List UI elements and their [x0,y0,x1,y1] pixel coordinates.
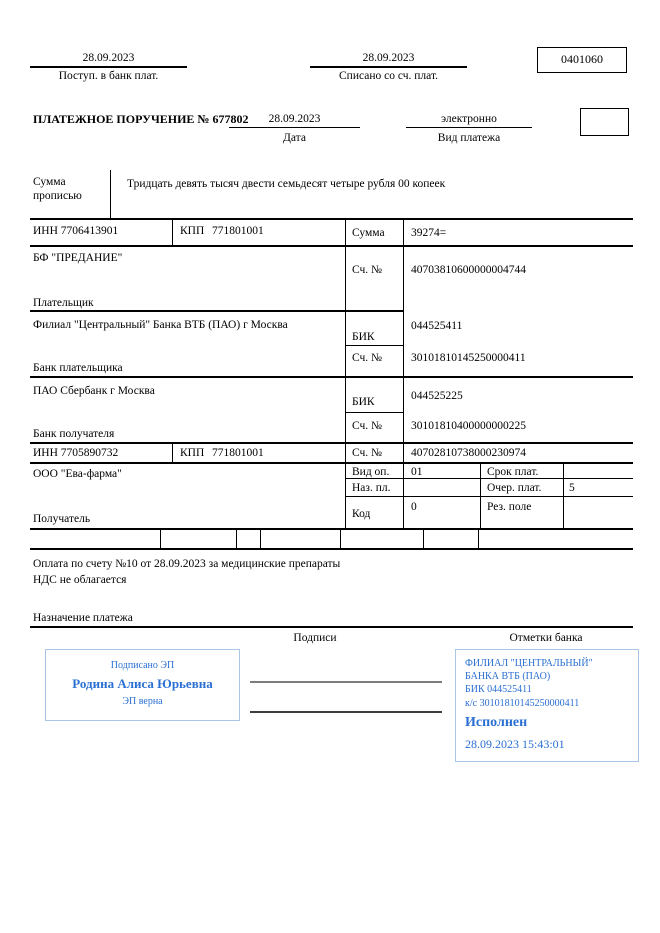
form-code-box [537,47,627,73]
payer-kpp: 771801001 [212,225,264,237]
pay-term-label: Срок плат. [487,466,539,478]
divider [30,218,633,220]
document-title: ПЛАТЕЖНОЕ ПОРУЧЕНИЕ № 677802 [33,112,249,126]
payment-kind-label: Вид платежа [437,132,501,144]
payment-kind-value: электронно [441,113,497,125]
op-type-value: 01 [411,466,423,478]
divider [260,528,261,548]
payee-bank-account: 30101810400000000225 [411,420,526,432]
payee-bank-account-label: Сч. № [352,420,383,432]
payee-kpp-label: КПП [180,447,205,459]
divider [30,376,633,378]
divider [229,127,360,128]
signature-line-1 [250,681,442,683]
bank-stamp [455,649,639,762]
divider [345,412,403,413]
divider [172,218,173,245]
divider [110,170,111,218]
status-code-box [580,108,629,136]
divider [345,345,403,346]
payer-bank-bik-label: БИК [352,331,375,343]
divider [345,218,346,528]
payer-inn: ИНН 7706413901 [33,225,119,237]
priority-value: 5 [569,482,575,494]
date-label: Дата [283,132,306,144]
sum-label: Сумма [352,227,385,239]
divider [172,442,173,462]
amount-in-words-label: Сумма прописью [33,176,82,203]
divider [30,626,633,628]
payer-name: БФ "ПРЕДАНИЕ" [33,252,123,264]
form-code: 0401060 [561,52,603,66]
bank-stamp-corr-account: к/с 30101810145250000411 [465,698,580,709]
divider [423,528,424,548]
divider [30,245,633,247]
bank-stamp-bik: БИК 044525411 [465,684,532,695]
divider [345,478,633,479]
divider [310,66,467,68]
payer-account: 40703810600000004744 [411,264,526,276]
esign-signed-label: Подписано ЭП [110,660,175,671]
divider [30,310,403,312]
code-label: Код [352,508,371,520]
received-label: Поступ. в банк плат. [58,70,159,82]
divider [30,548,633,550]
payer-bank-name: Филиал "Центральный" Банка ВТБ (ПАО) г Москва [33,319,288,331]
divider [30,66,187,68]
payer-account-label: Сч. № [352,264,383,276]
divider [403,218,404,528]
divider [406,127,532,128]
payer-kpp-label: КПП [180,225,205,237]
payee-bank-name: ПАО Сбербанк г Москва [33,385,155,397]
bank-stamp-status: Исполнен [465,715,528,730]
divider [30,442,633,444]
divider [563,462,564,528]
payee-bank-bik: 044525225 [411,390,463,402]
op-type-label: Вид оп. [352,466,390,478]
esign-valid-label: ЭП верна [122,696,163,707]
code-value: 0 [411,501,417,513]
payer-bank-bik: 044525411 [411,320,463,332]
payee-inn: ИНН 7705890732 [33,447,119,459]
purpose-line1: Оплата по счету №10 от 28.09.2023 за медицинские препараты [33,558,341,570]
sum-value: 39274= [411,227,447,239]
esign-stamp [45,649,240,721]
divider [160,528,161,548]
payer-bank-account-label: Сч. № [352,352,383,364]
divider [345,496,633,497]
purpose-line2: НДС не облагается [33,574,127,586]
payee-bank-label: Банк получателя [33,428,115,440]
payee-account: 40702810738000230974 [411,447,526,459]
debited-label: Списано со сч. плат. [339,70,438,82]
signatures-header: Подписи [293,632,337,644]
payee-bank-bik-label: БИК [352,396,375,408]
divider [480,462,481,528]
divider [30,462,633,464]
document-date: 28.09.2023 [268,113,321,125]
payee-label: Получатель [33,513,91,525]
esign-signer-name: Родина Алиса Юрьевна [72,676,213,691]
divider [478,528,479,548]
divider [340,528,341,548]
payee-name: ООО "Ева-фарма" [33,468,122,480]
reserve-field-label: Рез. поле [487,501,532,513]
payee-kpp: 771801001 [212,447,264,459]
received-date: 28.09.2023 [82,52,135,64]
bank-stamp-bank-name: ФИЛИАЛ "ЦЕНТРАЛЬНЫЙ" БАНКА ВТБ (ПАО) [465,658,593,682]
bank-marks-header: Отметки банка [509,632,583,644]
payer-label: Плательщик [33,297,94,309]
divider [236,528,237,548]
payee-account-label: Сч. № [352,447,383,459]
purpose-code-label: Наз. пл. [352,482,391,494]
divider [30,528,633,530]
bank-stamp-datetime: 28.09.2023 15:43:01 [465,737,565,751]
signature-line-2 [250,711,442,713]
debited-date: 28.09.2023 [362,52,415,64]
purpose-label: Назначение платежа [33,612,133,624]
amount-in-words: Тридцать девять тысяч двести семьдесят четыре рубля 00 копеек [127,178,446,190]
priority-label: Очер. плат. [487,482,542,494]
payer-bank-account: 30101810145250000411 [411,352,526,364]
payer-bank-label: Банк плательщика [33,362,123,374]
